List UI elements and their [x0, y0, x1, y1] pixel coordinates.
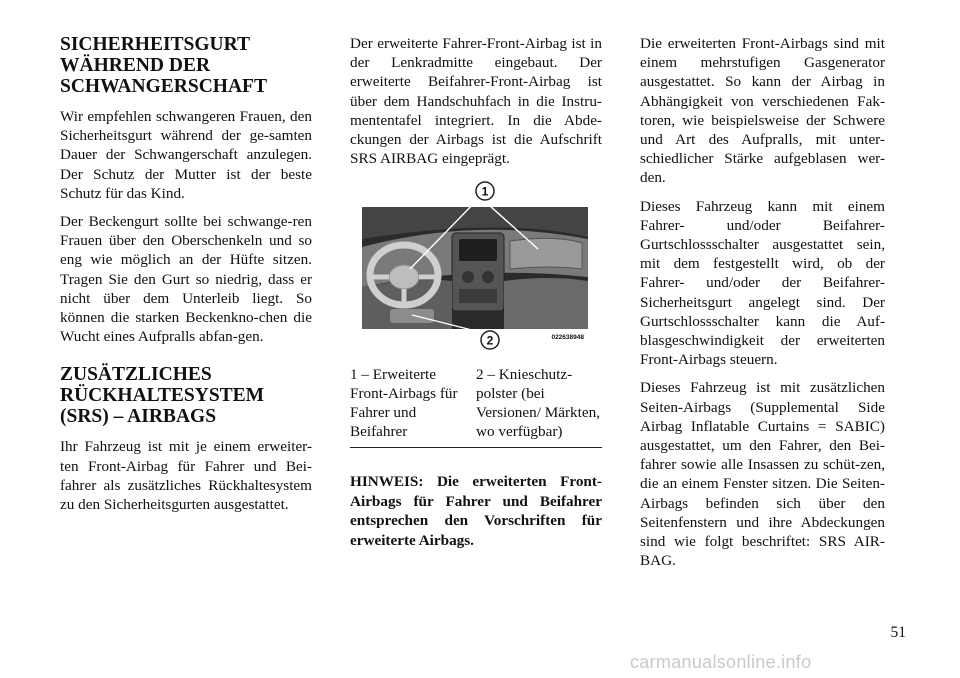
knob-right	[482, 271, 494, 283]
callout-number-1: 1	[481, 184, 489, 199]
dashboard-illustration	[360, 177, 590, 357]
callout-number-2: 2	[486, 333, 494, 348]
middle-column	[350, 34, 602, 550]
caption-divider	[350, 447, 602, 448]
section-heading-seatbelt-pregnancy: SICHERHEITSGURT WÄHREND DER SCHWANGERSCHAFT	[60, 34, 267, 97]
paragraph-pregnancy-1: Wir empfehlen schwangeren Frauen, den Sicherheitsgurt während der ge-samten Dauer der Schwangerschaft anzulegen. Der Schutz der Mutter ist der beste Schutz für das Kind.	[60, 108, 312, 202]
passenger-airbag-panel	[510, 239, 582, 270]
lower-dash-right	[504, 278, 588, 329]
steering-wheel-airbag	[389, 265, 419, 289]
note-advanced-airbags: HINWEIS: Die erweiterten Front-Airbags für Fahrer und Beifahrer entsprechen den Vorschriften für erweiterte Airbags.	[350, 473, 602, 549]
figure-code: 022638948	[551, 334, 584, 342]
climate-controls	[459, 289, 497, 303]
right-column	[640, 34, 885, 579]
left-column	[60, 34, 312, 523]
paragraph-airbags-intro: Ihr Fahrzeug ist mit je einem erweiter-ten Front-Airbag für Fahrer und Bei-fahrer als zusätzliches Rückhaltesystem zu den Sicherheitsgurten ausgestattet.	[60, 438, 312, 514]
knob-left	[462, 271, 474, 283]
dashboard-airbag-figure	[360, 177, 590, 357]
section-heading-srs-airbags: ZUSÄTZLICHES RÜCKHALTESYSTEM (SRS) – AIRBAGS	[60, 364, 265, 428]
center-display	[459, 239, 497, 261]
paragraph-pregnancy-2: Der Beckengurt sollte bei schwange-ren Frauen über den Oberschenkeln und so eng wie möglich an der Hüfte sitzen. Tragen Sie den Gurt so niedrig, dass er nicht über dem Unterleib liegt. So können die starken Beckenkno-chen die Wucht eines Aufpralls abfan-gen.	[60, 213, 312, 346]
figure-captions	[350, 365, 602, 441]
paragraph-seatbelt-buckle-switch: Dieses Fahrzeug kann mit einem Fahrer- und/oder Beifahrer-Gurtschlossschalter ausgestattet sein, mit dem festgestellt wird, ob der Fahrer- und/oder der Beifahrer-Sicherheitsgurt angelegt sind. Der Gurtschlossschalter kann die Auf-blasgeschwindigkeit der erweiterten Front-Airbags steuern.	[640, 197, 885, 369]
caption-knee-bolster: 2 – Knieschutz-polster (bei Versionen/ Märkten, wo verfügbar)	[476, 366, 600, 441]
paragraph-multistage-inflator: Die erweiterten Front-Airbags sind mit einem mehrstufigen Gasgenerator ausgestattet. So kann der Airbag in Abhängigkeit von verschiedenen Fak-toren, wie beispielsweise der Schwere und Art des Aufpralls, mit unter-schiedlicher Stärke aufgeblasen wer-den.	[640, 35, 885, 187]
caption-front-airbags: 1 – Erweiterte Front-Airbags für Fahrer und Beifahrer	[350, 366, 458, 441]
page-number: 51	[890, 624, 906, 641]
knee-bolster	[390, 309, 434, 323]
paragraph-airbag-location: Der erweiterte Fahrer-Front-Airbag ist in der Lenkradmitte eingebaut. Der erweiterte Beifahrer-Front-Airbag ist über dem Handschuhfach in die Instru-mententafel integriert. In die Abde-ckungen der Airbags ist die Aufschrift SRS AIRBAG eingeprägt.	[350, 35, 602, 168]
paragraph-side-airbags: Dieses Fahrzeug ist mit zusätzlichen Seiten-Airbags (Supplemental Side Airbag Inflatable Curtains = SABIC) ausgestattet, um den Fahrer, den Bei-fahrer sowie alle Insassen zu schüt-zen, die an einem Fenster sitzen. Die Seiten-Airbags befinden sich über den Seitenfenstern und ihre Abdeckungen sind wie folgt beschriftet: SRS AIR-BAG.	[640, 379, 885, 570]
watermark-text: carmanualsonline.info	[630, 652, 812, 672]
